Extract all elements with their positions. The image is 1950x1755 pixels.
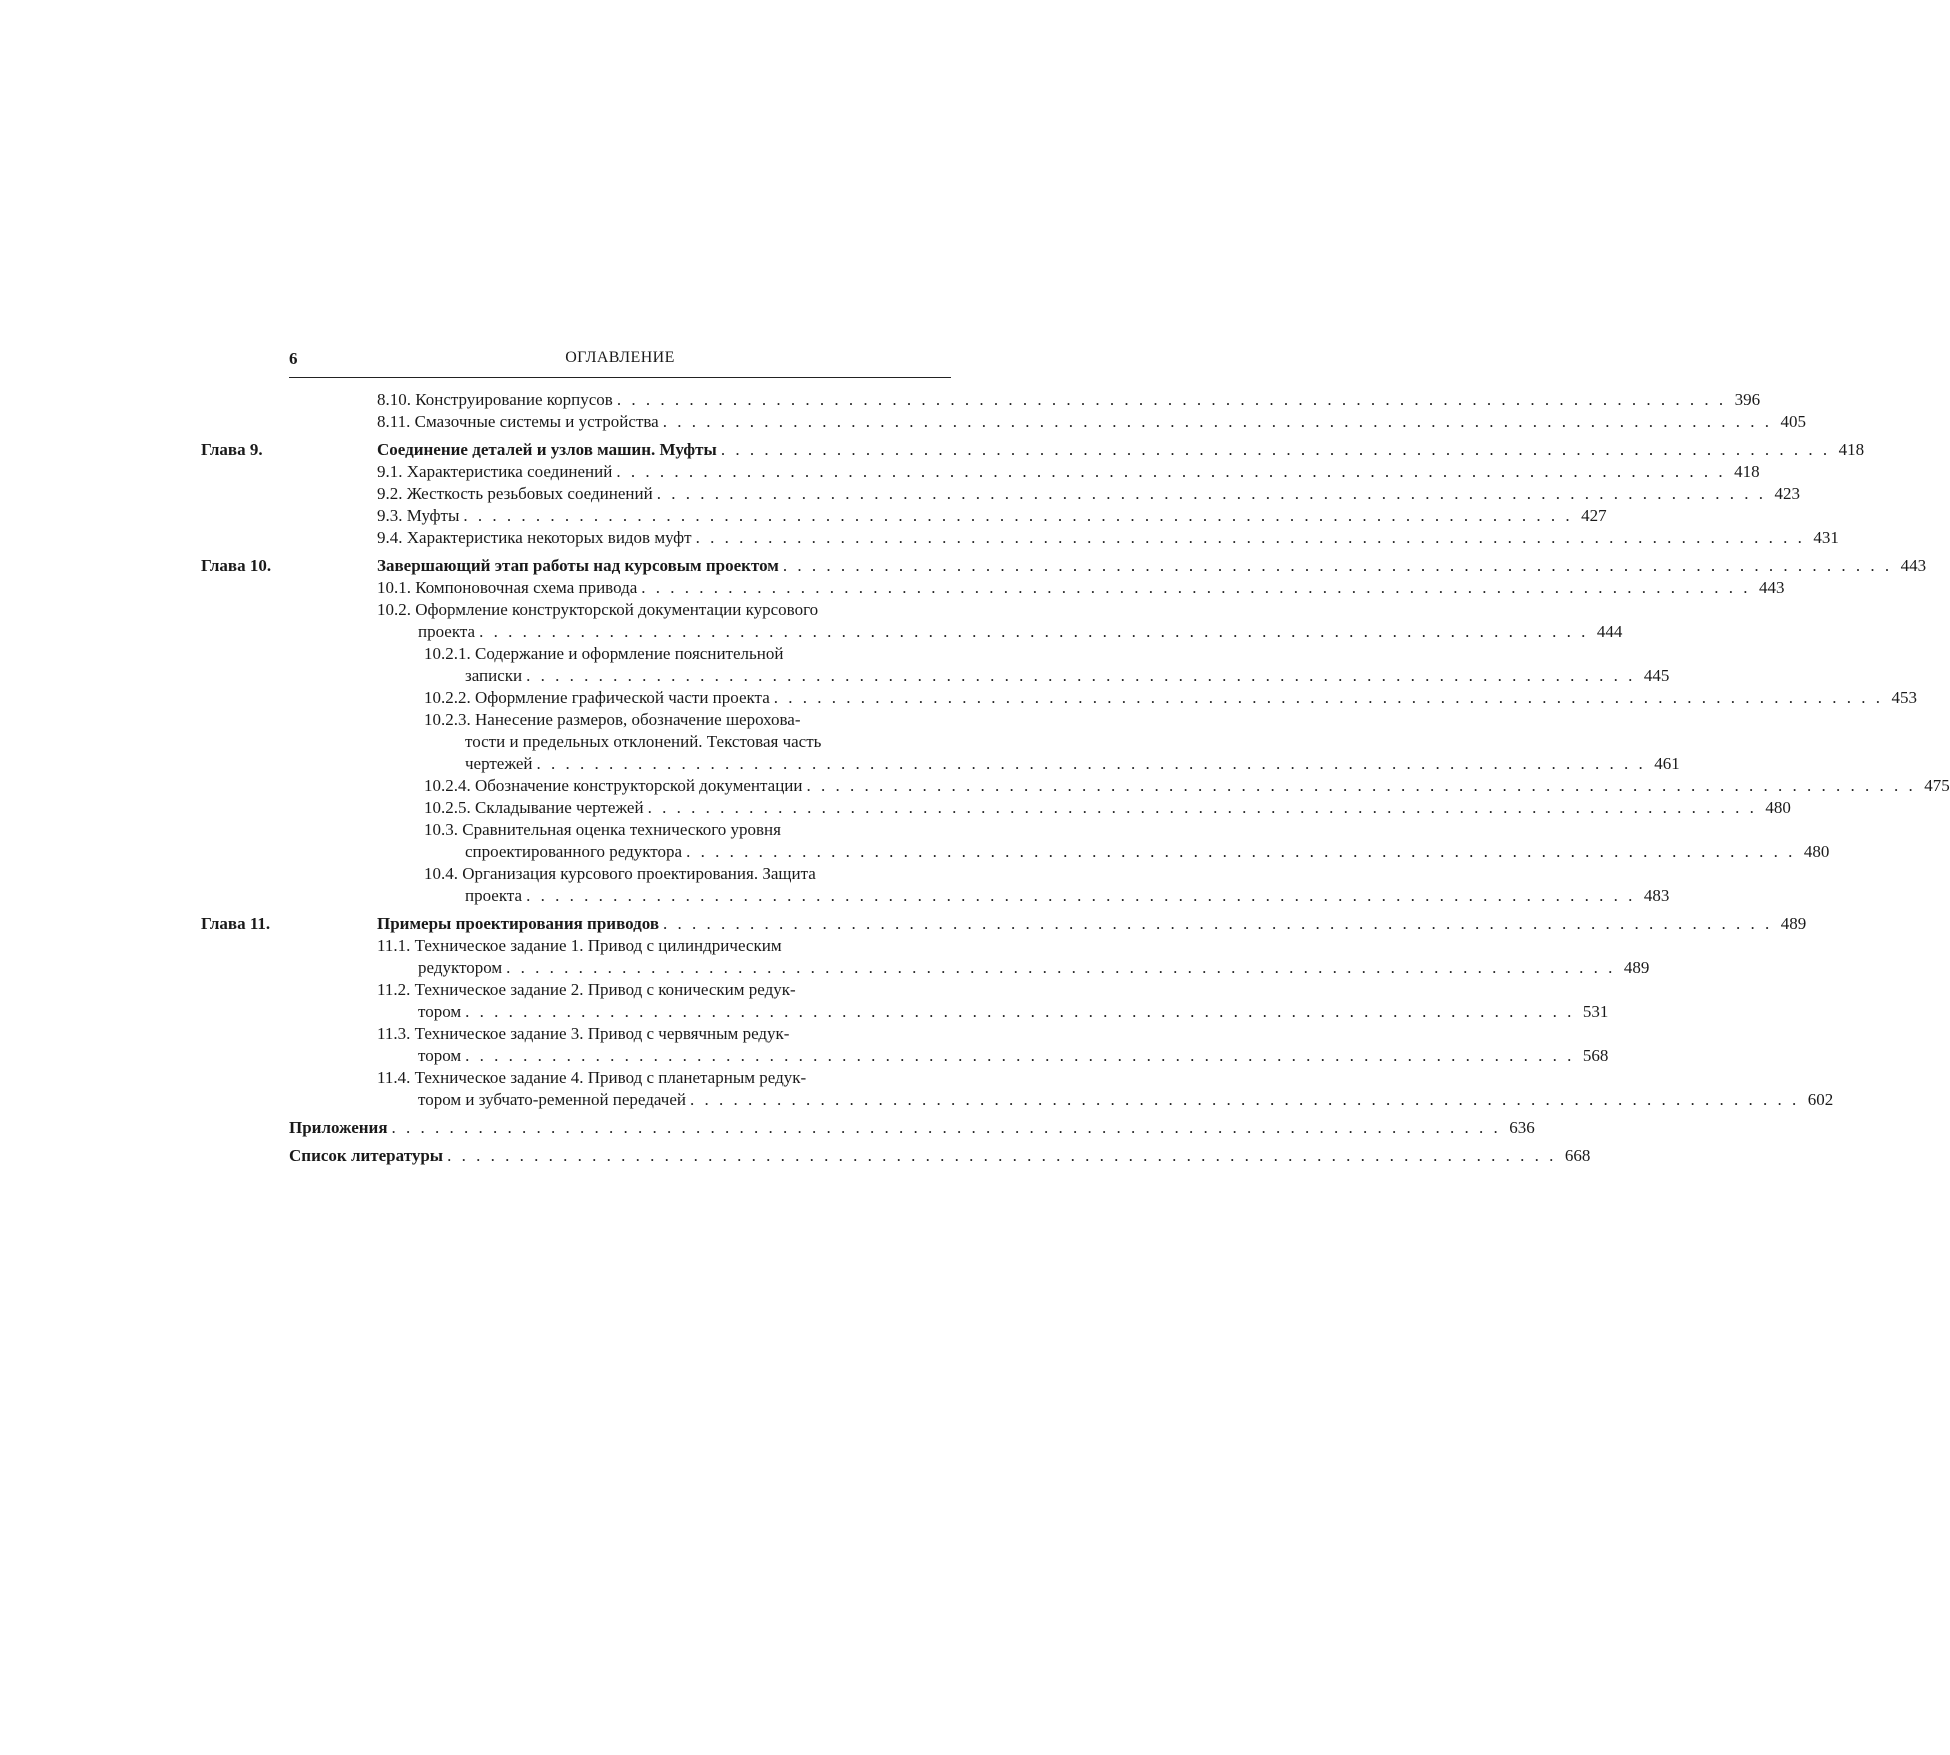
toc-entry-10-3[interactable] [289,819,1830,863]
page-header [289,347,951,378]
dot-leader: . . . . . . . . . . . . . . . . . . . . . . . . . . . . . . . . . . . . . . . . . . . . . . . . . . . . . . . . . . . . . . . . . . . . . . . . . . . . . [647,798,1757,817]
chapter-title: Завершающий этап работы над курсовым проектом [377,556,779,575]
toc-entry-title-line: чертежей [465,754,533,773]
toc-entry-title-line: тором и зубчато-ременной передачей [418,1090,686,1109]
toc-chapter-11[interactable] [201,913,1807,935]
toc-entry-title: 9.1. Характеристика соединений [377,462,613,481]
toc-page-number: 418 [1734,462,1760,481]
toc-entry-10-2-1[interactable] [289,643,1670,687]
dot-leader: . . . . . . . . . . . . . . . . . . . . . . . . . . . . . . . . . . . . . . . . . . . . . . . . . . . . . . . . . . . . . . . . . . . . . . . . . . . . . [391,1118,1501,1137]
toc-entry-title: 8.10. Конструирование корпусов [377,390,613,409]
toc-entry-8-11[interactable] [289,411,1806,433]
chapter-title: Примеры проектирования приводов [377,914,660,933]
toc-entry-title-line: 11.3. Техническое задание 3. Привод с червячным редук- [377,1024,790,1043]
table-of-contents [201,389,1950,1167]
chapter-label: Глава 9. [201,440,263,459]
dot-leader: . . . . . . . . . . . . . . . . . . . . . . . . . . . . . . . . . . . . . . . . . . . . . . . . . . . . . . . . . . . . . . . . . . . . . . . . . . . . . [479,622,1589,641]
toc-page-number: 480 [1803,842,1830,861]
dot-leader: . . . . . . . . . . . . . . . . . . . . . . . . . . . . . . . . . . . . . . . . . . . . . . . . . . . . . . . . . . . . . . . . . . . . . . . . . . . . . [641,578,1751,597]
toc-entry-title-line: 10.2.3. Нанесение размеров, обозначение шерохова- [424,710,801,729]
chapter-title: Соединение деталей и узлов машин. Муфты [377,440,717,459]
toc-page-number: 453 [1891,688,1917,707]
dot-leader: . . . . . . . . . . . . . . . . . . . . . . . . . . . . . . . . . . . . . . . . . . . . . . . . . . . . . . . . . . . . . . . . . . . . . . . . . . . . . [616,462,1726,481]
toc-entry-title-line: 11.4. Техническое задание 4. Привод с планетарным редук- [377,1068,807,1087]
toc-page-number: 668 [1564,1146,1591,1165]
toc-entry-title-line: 10.4. Организация курсового проектирования. Защита [424,864,816,883]
toc-entry-10-1[interactable] [289,577,1785,599]
page-number: 6 [289,349,298,368]
toc-chapter-10[interactable] [201,555,1927,577]
toc-entry-title-line: 10.3. Сравнительная оценка технического уровня [424,820,781,839]
dot-leader: . . . . . . . . . . . . . . . . . . . . . . . . . . . . . . . . . . . . . . . . . . . . . . . . . . . . . . . . . . . . . . . . . . . . . . . . . . . . . [526,666,1636,685]
toc-entry-title-line: тости и предельных отклонений. Текстовая часть [465,732,822,751]
toc-page-number: 423 [1774,484,1800,503]
toc-entry-10-2-5[interactable] [289,797,1791,819]
appendix-title: Приложения [289,1118,388,1137]
toc-page-number: 405 [1780,412,1806,431]
toc-entry-9-3[interactable] [289,505,1607,527]
toc-entry-title-line: 10.2.1. Содержание и оформление пояснительной [424,644,784,663]
toc-references[interactable] [289,1145,1591,1167]
toc-entry-9-1[interactable] [289,461,1760,483]
toc-entry-title-line: проекта [418,622,476,641]
dot-leader: . . . . . . . . . . . . . . . . . . . . . . . . . . . . . . . . . . . . . . . . . . . . . . . . . . . . . . . . . . . . . . . . . . . . . . . . . . . . . [663,914,1773,933]
dot-leader: . . . . . . . . . . . . . . . . . . . . . . . . . . . . . . . . . . . . . . . . . . . . . . . . . . . . . . . . . . . . . . . . . . . . . . . . . . . . . [686,842,1796,861]
toc-page-number: 445 [1643,666,1670,685]
dot-leader: . . . . . . . . . . . . . . . . . . . . . . . . . . . . . . . . . . . . . . . . . . . . . . . . . . . . . . . . . . . . . . . . . . . . . . . . . . . . . [782,556,1893,575]
toc-appendix[interactable] [289,1117,1535,1139]
toc-page-number: 568 [1582,1046,1609,1065]
toc-entry-title-line: 11.1. Техническое задание 1. Привод с цилиндрическим [377,936,782,955]
toc-page-number: 418 [1838,440,1865,459]
toc-entry-10-2-3[interactable] [289,709,1680,775]
dot-leader: . . . . . . . . . . . . . . . . . . . . . . . . . . . . . . . . . . . . . . . . . . . . . . . . . . . . . . . . . . . . . . . . . . . . . . . . . . . . . [656,484,1766,503]
toc-entry-title-line: редуктором [418,958,503,977]
toc-entry-title: 9.2. Жесткость резьбовых соединений [377,484,653,503]
dot-leader: . . . . . . . . . . . . . . . . . . . . . . . . . . . . . . . . . . . . . . . . . . . . . . . . . . . . . . . . . . . . . . . . . . . . . . . . . . . . . [695,528,1805,547]
toc-page-number: 444 [1596,622,1623,641]
toc-entry-title-line: проекта [465,886,523,905]
toc-entry-title-line: 11.2. Техническое задание 2. Привод с коническим редук- [377,980,796,999]
toc-entry-9-2[interactable] [289,483,1800,505]
toc-page-number: 396 [1734,390,1761,409]
toc-entry-11-1[interactable] [289,935,1650,979]
toc-page-number: 461 [1654,754,1680,773]
chapter-label: Глава 11. [201,914,271,933]
toc-entry-10-2[interactable] [289,599,1623,643]
dot-leader: . . . . . . . . . . . . . . . . . . . . . . . . . . . . . . . . . . . . . . . . . . . . . . . . . . . . . . . . . . . . . . . . . . . . . . . . . . . . . [463,506,1573,525]
toc-chapter-9[interactable] [201,439,1865,461]
toc-entry-10-4[interactable] [289,863,1670,907]
toc-entry-11-3[interactable] [289,1023,1609,1067]
toc-entry-title: 9.4. Характеристика некоторых видов муфт [377,528,692,547]
toc-entry-title-line: тором [418,1046,462,1065]
toc-page-number: 427 [1581,506,1607,525]
dot-leader: . . . . . . . . . . . . . . . . . . . . . . . . . . . . . . . . . . . . . . . . . . . . . . . . . . . . . . . . . . . . . . . . . . . . . . . . . . . . . [720,440,1831,459]
toc-page-number: 602 [1807,1090,1834,1109]
toc-entry-10-2-2[interactable] [289,687,1917,709]
dot-leader: . . . . . . . . . . . . . . . . . . . . . . . . . . . . . . . . . . . . . . . . . . . . . . . . . . . . . . . . . . . . . . . . . . . . . . . . . . . . . [616,390,1727,409]
toc-entry-title: 10.2.2. Оформление графической части проекта [424,688,770,707]
toc-entry-10-2-4[interactable] [289,775,1950,797]
dot-leader: . . . . . . . . . . . . . . . . . . . . . . . . . . . . . . . . . . . . . . . . . . . . . . . . . . . . . . . . . . . . . . . . . . . . . . . . . . . . . [506,958,1616,977]
dot-leader: . . . . . . . . . . . . . . . . . . . . . . . . . . . . . . . . . . . . . . . . . . . . . . . . . . . . . . . . . . . . . . . . . . . . . . . . . . . . . [806,776,1916,795]
toc-entry-11-4[interactable] [289,1067,1834,1111]
toc-entry-title-line: записки [465,666,523,685]
dot-leader: . . . . . . . . . . . . . . . . . . . . . . . . . . . . . . . . . . . . . . . . . . . . . . . . . . . . . . . . . . . . . . . . . . . . . . . . . . . . . [773,688,1883,707]
toc-page-number: 475 [1924,776,1950,795]
running-title: ОГЛАВЛЕНИЕ [565,349,675,366]
toc-entry-title: 9.3. Муфты [377,506,460,525]
toc-page-number: 443 [1759,578,1785,597]
dot-leader: . . . . . . . . . . . . . . . . . . . . . . . . . . . . . . . . . . . . . . . . . . . . . . . . . . . . . . . . . . . . . . . . . . . . . . . . . . . . . [689,1090,1800,1109]
dot-leader: . . . . . . . . . . . . . . . . . . . . . . . . . . . . . . . . . . . . . . . . . . . . . . . . . . . . . . . . . . . . . . . . . . . . . . . . . . . . . [662,412,1772,431]
toc-entry-11-2[interactable] [289,979,1609,1023]
dot-leader: . . . . . . . . . . . . . . . . . . . . . . . . . . . . . . . . . . . . . . . . . . . . . . . . . . . . . . . . . . . . . . . . . . . . . . . . . . . . . [465,1002,1575,1021]
toc-entry-title-line: тором [418,1002,462,1021]
dot-leader: . . . . . . . . . . . . . . . . . . . . . . . . . . . . . . . . . . . . . . . . . . . . . . . . . . . . . . . . . . . . . . . . . . . . . . . . . . . . . [526,886,1636,905]
toc-entry-title-line: спроектированного редуктора [465,842,683,861]
toc-page-number: 431 [1813,528,1839,547]
toc-entry-title-line: 10.2. Оформление конструкторской документации курсового [377,600,819,619]
toc-entry-title: 8.11. Смазочные системы и устройства [377,412,659,431]
chapter-label: Глава 10. [201,556,272,575]
toc-page-number: 480 [1765,798,1791,817]
toc-entry-9-4[interactable] [289,527,1839,549]
toc-entry-title: 10.1. Компоновочная схема привода [377,578,638,597]
references-title: Список литературы [289,1146,444,1165]
dot-leader: . . . . . . . . . . . . . . . . . . . . . . . . . . . . . . . . . . . . . . . . . . . . . . . . . . . . . . . . . . . . . . . . . . . . . . . . . . . . . [465,1046,1575,1065]
toc-page-number: 531 [1582,1002,1609,1021]
dot-leader: . . . . . . . . . . . . . . . . . . . . . . . . . . . . . . . . . . . . . . . . . . . . . . . . . . . . . . . . . . . . . . . . . . . . . . . . . . . . . [536,754,1646,773]
toc-entry-title: 10.2.5. Складывание чертежей [424,798,644,817]
toc-page-number: 443 [1900,556,1927,575]
toc-page-number: 636 [1509,1118,1535,1137]
toc-page-number: 489 [1780,914,1807,933]
toc-entry-8-10[interactable] [289,389,1761,411]
toc-entry-title: 10.2.4. Обозначение конструкторской документации [424,776,803,795]
toc-page-number: 483 [1643,886,1670,905]
dot-leader: . . . . . . . . . . . . . . . . . . . . . . . . . . . . . . . . . . . . . . . . . . . . . . . . . . . . . . . . . . . . . . . . . . . . . . . . . . . . . [447,1146,1557,1165]
toc-page-number: 489 [1623,958,1650,977]
